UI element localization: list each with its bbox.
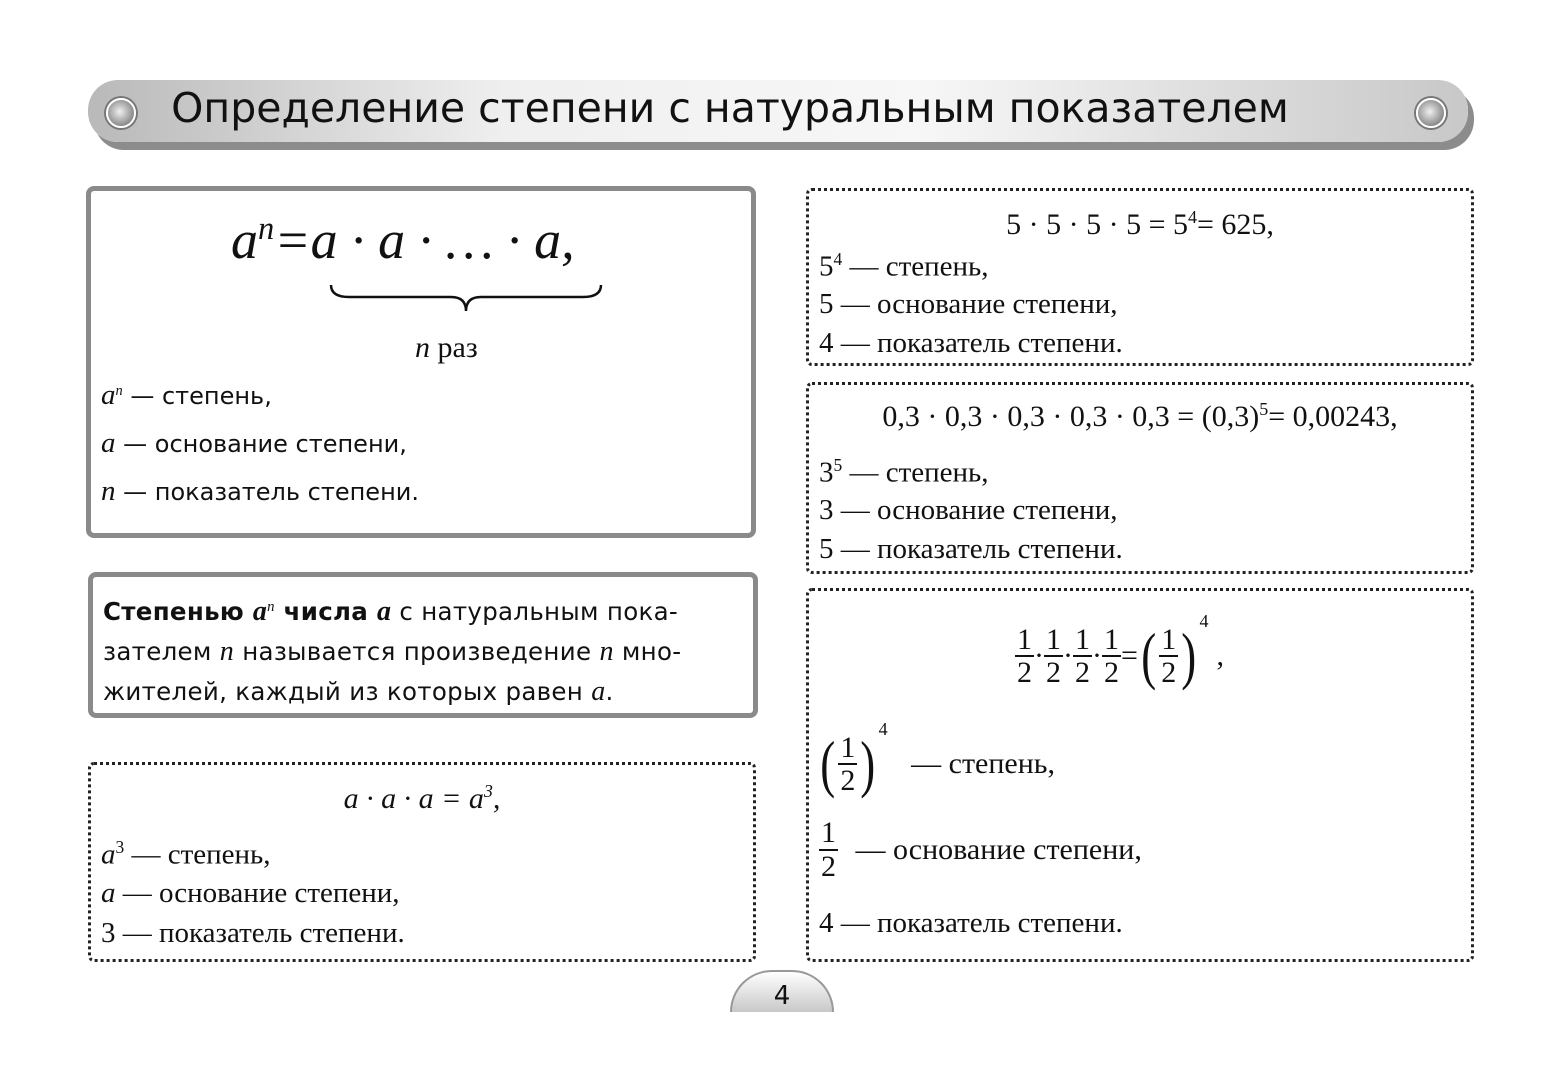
def-bold: Степенью: [103, 597, 253, 627]
paren: (: [1141, 620, 1157, 692]
equals: =: [1121, 639, 1138, 673]
exponent: 4: [1199, 611, 1209, 631]
denominator: 2: [1104, 656, 1119, 690]
def-exponent: [101, 917, 405, 950]
numerator: 1: [1017, 622, 1032, 656]
denominator: 2: [1017, 656, 1032, 690]
numerator: 1: [840, 730, 856, 764]
underbrace-icon: [329, 283, 603, 313]
example-03-box: [806, 382, 1474, 574]
sym: n: [599, 636, 614, 668]
def-power: [819, 249, 989, 284]
dot: ·: [1034, 639, 1044, 673]
def-text: — степень,: [842, 250, 989, 283]
fraction: [819, 817, 838, 882]
def-sup: 4: [833, 249, 843, 269]
def-base: [819, 494, 1118, 527]
def-sym: 5: [819, 250, 834, 283]
def-base: [101, 427, 407, 460]
def-text: зателем: [103, 637, 220, 667]
def-text: с натуральным пока-: [391, 597, 679, 627]
numerator: 1: [821, 816, 836, 849]
def-exponent: [819, 327, 1123, 360]
denominator: 2: [1046, 656, 1061, 690]
fraction: [1015, 624, 1034, 689]
def-text: — основание степени,: [833, 494, 1118, 526]
brace-label: [415, 331, 478, 365]
example-formula: [1015, 611, 1224, 693]
def-text: — показатель степени.: [833, 327, 1123, 359]
comma: ,: [1216, 639, 1225, 673]
def-text: — показатель степени.: [115, 478, 419, 506]
fraction: [838, 732, 857, 797]
paren: ): [860, 728, 876, 800]
page-number: 4: [730, 970, 834, 1012]
general-formula-box: [86, 186, 756, 538]
def-exponent: [819, 907, 1123, 940]
def-sym: a: [101, 877, 116, 909]
def-sym: 3: [101, 917, 116, 949]
exponent: 4: [878, 719, 888, 739]
def-sym: 5: [819, 288, 834, 320]
def-base: [819, 817, 1142, 882]
sym: a: [376, 596, 392, 628]
definition-line: [103, 632, 743, 672]
fraction: [1073, 624, 1092, 689]
formula-sup: 5: [1259, 399, 1269, 419]
def-exponent: [101, 475, 419, 508]
denominator: 2: [840, 764, 856, 798]
def-text: — показатель степени.: [115, 917, 405, 949]
sym: n: [267, 599, 275, 615]
def-sym: a: [101, 838, 116, 871]
def-sup: 3: [115, 837, 125, 857]
formula-exp: n: [258, 211, 275, 247]
formula-sup: 4: [1187, 207, 1197, 227]
def-sup: 5: [833, 455, 843, 475]
def-sym: 5: [819, 533, 834, 565]
numerator: 1: [1161, 622, 1177, 656]
page-title: Определение степени с натуральным показателем: [171, 84, 1289, 132]
dot: ·: [1063, 639, 1073, 673]
def-bold: числа: [274, 597, 377, 627]
def-sym: 4: [819, 327, 834, 359]
def-text: — основание степени,: [115, 877, 400, 909]
dot: ·: [1092, 639, 1102, 673]
denominator: 2: [1075, 656, 1090, 690]
def-text: жителей, каждый из которых равен: [103, 677, 592, 707]
def-power: [101, 837, 271, 872]
definition-line: [103, 672, 743, 712]
example-a-box: [88, 762, 756, 962]
sym: a: [591, 676, 606, 708]
sym: n: [219, 636, 235, 668]
paren: ): [1181, 620, 1197, 692]
def-sym: 3: [819, 456, 834, 489]
def-text: — основание степени,: [115, 430, 407, 458]
def-text: — степень,: [122, 382, 272, 410]
formula-end: = 0,00243,: [1268, 400, 1398, 433]
example-formula: [809, 399, 1471, 434]
formula-base: a: [231, 210, 258, 270]
def-power: [817, 719, 1055, 801]
def-text: .: [605, 677, 614, 707]
brace-text: раз: [430, 331, 478, 364]
general-formula: [231, 209, 575, 271]
def-base: [101, 877, 400, 910]
formula-rhs: =a · a · … · a,: [274, 210, 575, 270]
def-sym: 4: [819, 907, 834, 939]
def-text: — основание степени,: [833, 288, 1118, 320]
formula: 0,3 · 0,3 · 0,3 · 0,3 · 0,3 = (0,3): [882, 400, 1260, 433]
def-text: — степень,: [842, 456, 989, 489]
example-formula: [91, 781, 753, 816]
definition-line: [103, 587, 743, 632]
def-text: — показатель степени.: [833, 533, 1123, 565]
definition-box: [88, 572, 758, 718]
def-sym: a: [101, 379, 116, 411]
numerator: 1: [1075, 622, 1090, 656]
def-exponent: [819, 533, 1123, 566]
paren: (: [820, 728, 836, 800]
fraction: [1159, 624, 1178, 689]
fraction: [1044, 624, 1063, 689]
example-half-box: [806, 588, 1474, 962]
formula-end: ,: [492, 782, 501, 815]
formula-sup: 3: [483, 781, 493, 801]
def-power: [819, 455, 989, 490]
formula-end: = 625,: [1196, 208, 1274, 241]
def-sym: 3: [819, 494, 834, 526]
numerator: 1: [1046, 622, 1061, 656]
example-formula: [809, 207, 1471, 242]
sym: a: [252, 596, 268, 628]
formula: a · a · a = a: [343, 782, 484, 815]
example-5-box: [806, 188, 1474, 366]
def-text: называется произведение: [234, 637, 600, 667]
def-text: — основание степени,: [848, 832, 1142, 866]
def-sym: a: [101, 427, 116, 459]
def-text: — степень,: [124, 838, 271, 871]
formula: 5 · 5 · 5 · 5 = 5: [1006, 208, 1188, 241]
def-text: мно-: [613, 637, 682, 667]
def-text: — степень,: [903, 747, 1055, 781]
brace-var: n: [415, 331, 430, 364]
def-sym: n: [101, 475, 116, 507]
def-power: [101, 379, 272, 412]
denominator: 2: [1161, 656, 1177, 690]
denominator: 2: [821, 849, 836, 883]
def-base: [819, 288, 1118, 321]
numerator: 1: [1104, 622, 1119, 656]
def-sup: n: [115, 383, 123, 399]
fraction: [1102, 624, 1121, 689]
def-text: — показатель степени.: [833, 907, 1123, 939]
